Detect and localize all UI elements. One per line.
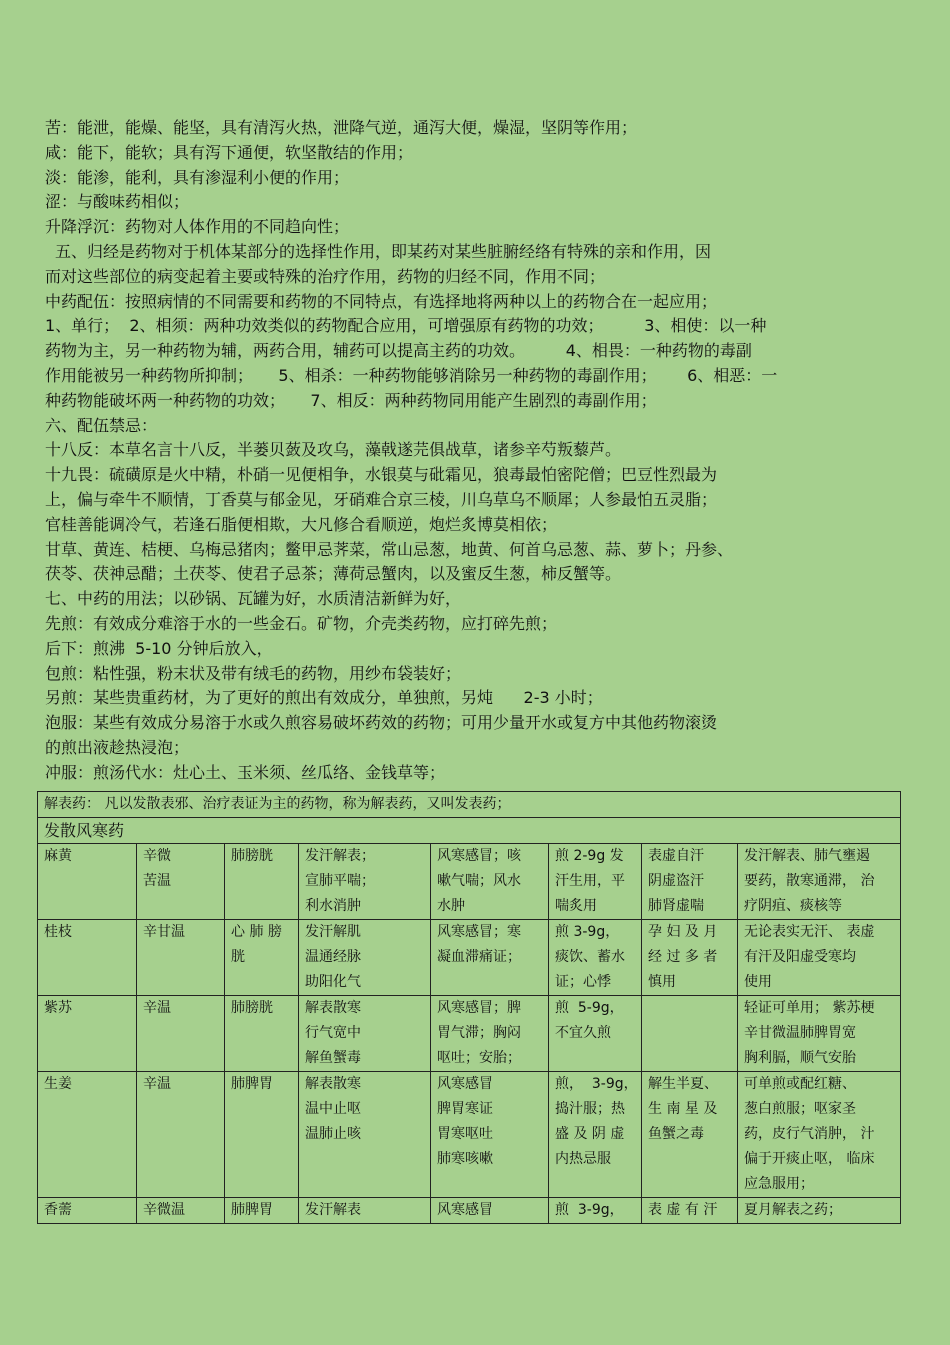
text-line: 五、归经是药物对于机体某部分的选择性作用，即某药对某些脏腑经络有特殊的亲和作用，因	[55, 241, 712, 261]
herb-caution-cell	[642, 920, 738, 996]
text-line: 种药物能破坏两一种药物的功效； 7、相反：两种药物同用能产生剧烈的毒副作用；	[45, 390, 657, 410]
cell-text: 肺寒咳嗽	[437, 1151, 493, 1167]
cell-text: 煎， 3-9g，	[555, 1076, 638, 1092]
herb-indication-cell	[431, 1072, 549, 1198]
herb-notes-cell	[738, 1198, 901, 1224]
herb-caution-cell	[642, 844, 738, 920]
cell-text: 胃气滞；胸闷	[437, 1025, 521, 1041]
herb-meridian-cell	[225, 844, 299, 920]
text-line: 冲服：煎汤代水：灶心土、玉米须、丝瓜络、金钱草等；	[45, 762, 446, 782]
herb-nature-cell	[137, 920, 225, 996]
herb-name-cell	[38, 996, 137, 1072]
cell-text: 盛 及 阴 虚	[555, 1126, 625, 1142]
text-line: 甘草、黄连、桔梗、乌梅忌猪肉；鳖甲忌荠菜，常山忌葱，地黄、何首乌忌葱、蒜、萝卜；丹参、	[45, 539, 734, 559]
herb-dosage-cell	[549, 1198, 642, 1224]
cell-text: 脾胃寒证	[437, 1101, 493, 1117]
cell-text: 无论表实无汗、 表虚	[744, 924, 875, 940]
cell-text: 苦温	[143, 873, 171, 889]
herb-dosage-cell	[549, 844, 642, 920]
text-line: 另煎：某些贵重药材，为了更好的煎出有效成分，单独煎，另炖 2-3 小时；	[45, 688, 603, 708]
cell-text: 汗生用，平	[555, 873, 625, 889]
cell-text: 疗阴疽、痰核等	[744, 898, 842, 914]
cell-text: 香薷	[44, 1202, 72, 1218]
cell-text: 水肿	[437, 898, 465, 914]
cell-text: 使用	[744, 974, 772, 990]
herb-effect-cell	[299, 996, 431, 1072]
herb-name-cell	[38, 1198, 137, 1224]
table-row	[38, 844, 901, 920]
herb-notes-cell	[738, 996, 901, 1072]
cell-text: 心 肺 膀	[231, 924, 282, 940]
cell-text: 捣汁服；热	[555, 1101, 625, 1117]
cell-text: 解表散寒	[305, 1000, 361, 1016]
table-header-category: 解表药： 凡以发散表邪、治疗表证为主的药物，称为解表药，又叫发表药；	[38, 792, 901, 818]
text-line: 淡：能渗，能利，具有渗湿利小便的作用；	[45, 167, 350, 187]
text-line: 作用能被另一种药物所抑制； 5、相杀：一种药物能够消除另一种药物的毒副作用； 6、相恶：一	[45, 365, 778, 385]
herb-nature-cell	[137, 1072, 225, 1198]
cell-text: 煎 2-9g 发	[555, 848, 624, 864]
herb-effect-cell	[299, 1072, 431, 1198]
table-header-subcategory: 发散风寒药	[38, 818, 901, 844]
cell-text: 生姜	[44, 1076, 72, 1092]
cell-text: 辛甘温	[143, 924, 185, 940]
cell-text: 发汗解表	[305, 1202, 361, 1218]
cell-text: 助阳化气	[305, 974, 361, 990]
cell-text: 不宜久煎	[555, 1025, 611, 1041]
cell-text: 风寒感冒；咳	[437, 848, 521, 864]
cell-text: 煎 5-9g，	[555, 1000, 624, 1016]
herb-caution-cell	[642, 1198, 738, 1224]
cell-text: 肺肾虚喘	[648, 898, 704, 914]
cell-text: 解生半夏、	[648, 1076, 718, 1092]
cell-text: 肺膀胱	[231, 848, 273, 864]
cell-text: 辛微温	[143, 1202, 185, 1218]
cell-text: 桂枝	[44, 924, 72, 940]
herb-meridian-cell	[225, 1072, 299, 1198]
herb-meridian-cell	[225, 1198, 299, 1224]
cell-text: 内热忌服	[555, 1151, 611, 1167]
text-line: 咸：能下，能软；具有泻下通便，软坚散结的作用；	[45, 142, 414, 162]
text-line: 十八反：本草名言十八反，半蒌贝蔹及攻乌，藻戟遂芫俱战草，诸参辛芍叛藜芦。	[45, 440, 622, 460]
cell-text: 紫苏	[44, 1000, 72, 1016]
cell-text: 轻证可单用； 紫苏梗	[744, 1000, 875, 1016]
herb-nature-cell	[137, 844, 225, 920]
table-row	[38, 996, 901, 1072]
herb-notes-cell	[738, 920, 901, 996]
cell-text: 鱼蟹之毒	[648, 1126, 704, 1142]
cell-text: 风寒感冒；脾	[437, 1000, 521, 1016]
cell-text: 证；心悸	[555, 974, 611, 990]
herb-meridian-cell	[225, 920, 299, 996]
cell-text: 表 虚 有 汗	[648, 1202, 718, 1218]
herb-caution-cell	[642, 996, 738, 1072]
cell-text: 胃寒呕吐	[437, 1126, 493, 1142]
herb-notes-cell	[738, 1072, 901, 1198]
cell-text: 生 南 星 及	[648, 1101, 718, 1117]
text-line: 的煎出液趁热浸泡；	[45, 737, 190, 757]
cell-text: 痰饮、蓄水	[555, 949, 625, 965]
herb-meridian-cell	[225, 996, 299, 1072]
text-line: 官桂善能调冷气，若逢石脂便相欺，大凡修合看顺逆，炮烂炙博莫相依；	[45, 514, 558, 534]
cell-text: 呕吐；安胎；	[437, 1050, 521, 1066]
cell-text: 肺脾胃	[231, 1202, 273, 1218]
cell-text: 阴虚盗汗	[648, 873, 704, 889]
text-line: 茯苓、茯神忌醋；土茯苓、使君子忌茶；薄荷忌蟹肉，以及蜜反生葱，柿反蟹等。	[45, 564, 622, 584]
cell-text: 发汗解肌	[305, 924, 361, 940]
cell-text: 行气宽中	[305, 1025, 361, 1041]
cell-text: 有汗及阳虚受寒均	[744, 949, 856, 965]
text-line: 包煎：粘性强，粉末状及带有绒毛的药物，用纱布袋装好；	[45, 663, 462, 683]
herb-nature-cell	[137, 996, 225, 1072]
herb-indication-cell	[431, 920, 549, 996]
text-line: 先煎：有效成分难溶于水的一些金石。矿物，介壳类药物，应打碎先煎；	[45, 613, 558, 633]
cell-text: 辛微	[143, 848, 171, 864]
text-line: 而对这些部位的病变起着主要或特殊的治疗作用，药物的归经不同，作用不同；	[45, 266, 606, 286]
text-line: 苦：能泄，能燥、能坚，具有清泻火热，泄降气逆，通泻大便，燥湿，坚阴等作用；	[45, 118, 638, 137]
cell-text: 煎 3-9g，	[555, 924, 620, 940]
cell-text: 辛温	[143, 1000, 171, 1016]
herb-indication-cell	[431, 1198, 549, 1224]
cell-text: 利水消肿	[305, 898, 361, 914]
herb-name-cell	[38, 844, 137, 920]
cell-text: 嗽气喘；风水	[437, 873, 521, 889]
cell-text: 药，皮行气消肿， 汁	[744, 1126, 875, 1142]
cell-text: 温通经脉	[305, 949, 361, 965]
text-line: 中药配伍：按照病情的不同需要和药物的不同特点，有选择地将两种以上的药物合在一起应用；	[45, 291, 718, 311]
cell-text: 辛甘微温肺脾胃宽	[744, 1025, 856, 1041]
text-line: 升降浮沉：药物对人体作用的不同趋向性；	[45, 217, 350, 237]
herb-dosage-cell	[549, 996, 642, 1072]
table-row	[38, 920, 901, 996]
cell-text: 辛温	[143, 1076, 171, 1092]
herb-indication-cell	[431, 844, 549, 920]
text-line: 药物为主，另一种药物为辅，两药合用，辅药可以提高主药的功效。 4、相畏：一种药物的毒副	[45, 341, 752, 361]
cell-text: 偏于开痰止呕， 临床	[744, 1151, 875, 1167]
text-line: 七、中药的用法；以砂锅、瓦罐为好，水质清洁新鲜为好，	[45, 589, 462, 609]
cell-text: 宣肺平喘；	[305, 873, 375, 889]
cell-text: 可单煎或配红糖、	[744, 1076, 856, 1092]
herb-caution-cell	[642, 1072, 738, 1198]
cell-text: 风寒感冒；寒	[437, 924, 521, 940]
text-line: 十九畏：硫磺原是火中精，朴硝一见便相争，水银莫与砒霜见，狼毒最怕密陀僧；巴豆性烈最为	[45, 465, 718, 485]
text-line: 上，偏与牵牛不顺情，丁香莫与郁金见，牙硝难合京三棱，川乌草乌不顺犀；人参最怕五灵脂；	[45, 489, 718, 509]
herb-dosage-cell	[549, 1072, 642, 1198]
cell-text: 发汗解表、肺气壅遏	[744, 848, 870, 864]
cell-text: 解鱼蟹毒	[305, 1050, 361, 1066]
herb-effect-cell	[299, 844, 431, 920]
herb-notes-cell	[738, 844, 901, 920]
cell-text: 经 过 多 者	[648, 949, 718, 965]
herb-effect-cell	[299, 920, 431, 996]
herb-name-cell	[38, 1072, 137, 1198]
cell-text: 温肺止咳	[305, 1126, 361, 1142]
cell-text: 风寒感冒	[437, 1076, 493, 1092]
text-line: 六、配伍禁忌：	[45, 415, 158, 435]
cell-text: 要药，散寒通滞， 治	[744, 873, 875, 889]
table-row	[38, 1072, 901, 1198]
cell-text: 葱白煎服；呕家圣	[744, 1101, 856, 1117]
table-row	[38, 1198, 901, 1224]
herb-dosage-cell	[549, 920, 642, 996]
cell-text: 发汗解表；	[305, 848, 375, 864]
cell-text: 解表散寒	[305, 1076, 361, 1092]
cell-text: 应急服用；	[744, 1176, 814, 1192]
cell-text: 胱	[231, 949, 245, 965]
cell-text: 煎 3-9g，	[555, 1202, 624, 1218]
cell-text: 凝血滞痛证；	[437, 949, 521, 965]
text-line: 后下：煎沸 5-10 分钟后放入，	[45, 638, 273, 658]
cell-text: 风寒感冒	[437, 1202, 493, 1218]
cell-text: 慎用	[648, 974, 676, 990]
herb-name-cell	[38, 920, 137, 996]
cell-text: 孕 妇 及 月	[648, 924, 718, 940]
text-line: 1、单行； 2、相须：两种功效类似的药物配合应用，可增强原有药物的功效； 3、相使：以一种	[45, 316, 767, 336]
herb-table	[37, 791, 901, 1224]
herb-effect-cell	[299, 1198, 431, 1224]
herb-indication-cell	[431, 996, 549, 1072]
cell-text: 温中止呕	[305, 1101, 361, 1117]
cell-text: 胸利膈，顺气安胎	[744, 1050, 856, 1066]
cell-text: 肺脾胃	[231, 1076, 273, 1092]
text-line: 泡服：某些有效成分易溶于水或久煎容易破坏药效的药物；可用少量开水或复方中其他药物滚烫	[45, 713, 718, 733]
cell-text: 喘炙用	[555, 898, 597, 914]
cell-text: 表虚自汗	[648, 848, 704, 864]
cell-text: 夏月解表之药；	[744, 1202, 842, 1218]
document-text	[45, 116, 905, 786]
text-line: 涩：与酸味药相似；	[45, 192, 190, 212]
cell-text: 麻黄	[44, 848, 72, 864]
herb-nature-cell	[137, 1198, 225, 1224]
cell-text: 肺膀胱	[231, 1000, 273, 1016]
